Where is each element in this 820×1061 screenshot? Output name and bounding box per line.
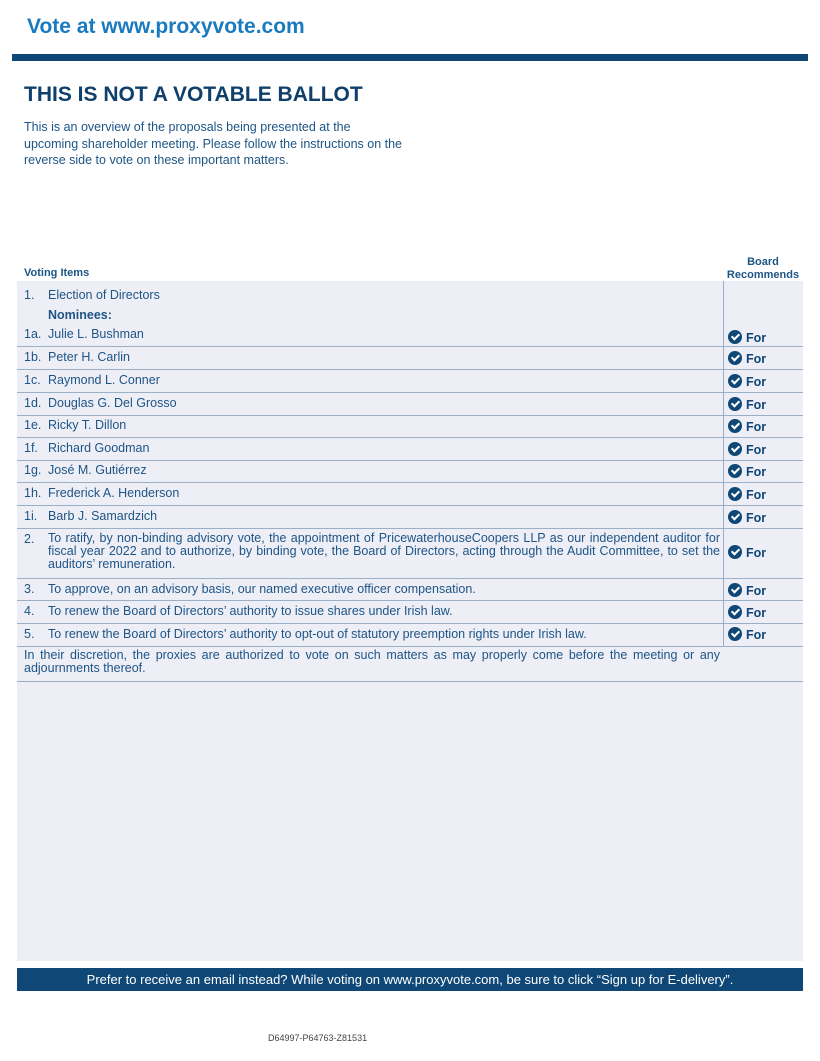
row-divider: [17, 505, 803, 506]
proposal-text: To renew the Board of Directors’ authority to opt-out of statutory preemption rights under Irish law.: [48, 627, 587, 641]
row-divider: [17, 437, 803, 438]
recommendation-label: For: [746, 375, 767, 389]
recommendation-label: For: [746, 443, 767, 457]
recommendation-label: For: [746, 546, 767, 560]
row-divider: [17, 369, 803, 370]
recommendation: [728, 510, 803, 525]
check-circle-icon: [728, 583, 742, 597]
recommendation-label: For: [746, 398, 767, 412]
recommendation: [728, 419, 803, 434]
item-number: 1b.: [24, 350, 42, 364]
recommendation: [728, 330, 803, 345]
item-number: 5.: [24, 627, 35, 641]
row-divider: [17, 346, 803, 347]
nominees-label: Nominees:: [48, 308, 112, 322]
intro-text: This is an overview of the proposals being presented at the upcoming shareholder meeting. Please follow the instructions on the reverse side to vote on these important matters.: [24, 120, 402, 167]
check-circle-icon: [728, 464, 742, 478]
page-title: THIS IS NOT A VOTABLE BALLOT: [24, 83, 363, 106]
recommendation-label: For: [746, 488, 767, 502]
discretion-note: In their discretion, the proxies are authorized to vote on such matters as may properly come before the meeting or any adjournments thereof.: [24, 648, 720, 675]
nominee-name: Douglas G. Del Grosso: [48, 396, 177, 410]
row-divider: [17, 646, 803, 647]
nominee-name: Frederick A. Henderson: [48, 486, 180, 500]
item-number: 1.: [24, 288, 35, 302]
recommendation: [728, 374, 803, 389]
board-header-line2: Recommends: [726, 268, 800, 281]
row-divider: [17, 415, 803, 416]
recommendation-label: For: [746, 331, 767, 345]
column-divider: [723, 281, 724, 646]
row-divider: [17, 460, 803, 461]
row-divider: [17, 600, 803, 601]
check-circle-icon: [728, 397, 742, 411]
recommendation: [728, 627, 803, 642]
recommendation-label: For: [746, 606, 767, 620]
recommendation-label: For: [746, 352, 767, 366]
item-number: 1g.: [24, 463, 42, 477]
row-divider: [17, 578, 803, 579]
item-number: 1h.: [24, 486, 42, 500]
check-circle-icon: [728, 545, 742, 559]
recommendation-label: For: [746, 584, 767, 598]
row-divider: [17, 528, 803, 529]
row-divider: [17, 392, 803, 393]
recommendation-label: For: [746, 420, 767, 434]
nominee-name: Julie L. Bushman: [48, 327, 144, 341]
nominee-name: Peter H. Carlin: [48, 350, 130, 364]
check-circle-icon: [728, 351, 742, 365]
item-label: Election of Directors: [48, 288, 160, 302]
nominee-name: Barb J. Samardzich: [48, 509, 158, 523]
recommendation: [728, 442, 803, 457]
document-code: D64997-P64763-Z81531: [268, 1033, 368, 1043]
check-circle-icon: [728, 627, 742, 641]
item-number: 1f.: [24, 441, 38, 455]
board-header-line1: Board: [747, 256, 779, 268]
check-circle-icon: [728, 374, 742, 388]
item-number: 1d.: [24, 396, 42, 410]
recommendation-label: For: [746, 465, 767, 479]
recommendation-label: For: [746, 628, 767, 642]
item-number: 4.: [24, 604, 35, 618]
item-number: 1i.: [24, 509, 38, 523]
check-circle-icon: [728, 442, 742, 456]
recommendation: [728, 605, 803, 620]
proposal-text: To renew the Board of Directors’ authority to issue shares under Irish law.: [48, 604, 453, 618]
recommendation-label: For: [746, 511, 767, 525]
item-number: 1e.: [24, 418, 42, 432]
e-delivery-banner: Prefer to receive an email instead? While voting on www.proxyvote.com, be sure to click “Sign up for E-delivery”.: [17, 968, 803, 991]
row-divider: [17, 482, 803, 483]
item-number: 3.: [24, 582, 35, 596]
recommendation: [728, 351, 803, 366]
check-circle-icon: [728, 487, 742, 501]
check-circle-icon: [728, 605, 742, 619]
recommendation: [728, 487, 803, 502]
item-number: 1c.: [24, 373, 41, 387]
row-divider: [17, 623, 803, 624]
board-recommends-header: [722, 256, 804, 281]
proposal-text: To approve, on an advisory basis, our named executive officer compensation.: [48, 582, 476, 596]
nominee-name: José M. Gutiérrez: [48, 463, 147, 477]
nominee-name: Richard Goodman: [48, 441, 150, 455]
recommendation: [728, 397, 803, 412]
check-circle-icon: [728, 330, 742, 344]
recommendation: [728, 464, 803, 479]
item-number: 1a.: [24, 327, 42, 341]
check-circle-icon: [728, 419, 742, 433]
nominee-name: Ricky T. Dillon: [48, 418, 127, 432]
recommendation: [728, 545, 803, 560]
row-divider: [17, 681, 803, 682]
proxyvote-link[interactable]: Vote at www.proxyvote.com: [27, 15, 305, 38]
voting-items-header: Voting Items: [24, 267, 90, 279]
nominee-name: Raymond L. Conner: [48, 373, 160, 387]
proposal-text: To ratify, by non-binding advisory vote, the appointment of PricewaterhouseCoopers LLP as our independent auditor for fiscal year 2022 and to authorize, by binding vote, the Board of Directors, acting through the Audit Committee, to set the auditors’ remuneration.: [48, 531, 720, 571]
recommendation: [728, 583, 803, 598]
check-circle-icon: [728, 510, 742, 524]
item-number: 2.: [24, 532, 35, 546]
top-divider: [12, 54, 808, 61]
